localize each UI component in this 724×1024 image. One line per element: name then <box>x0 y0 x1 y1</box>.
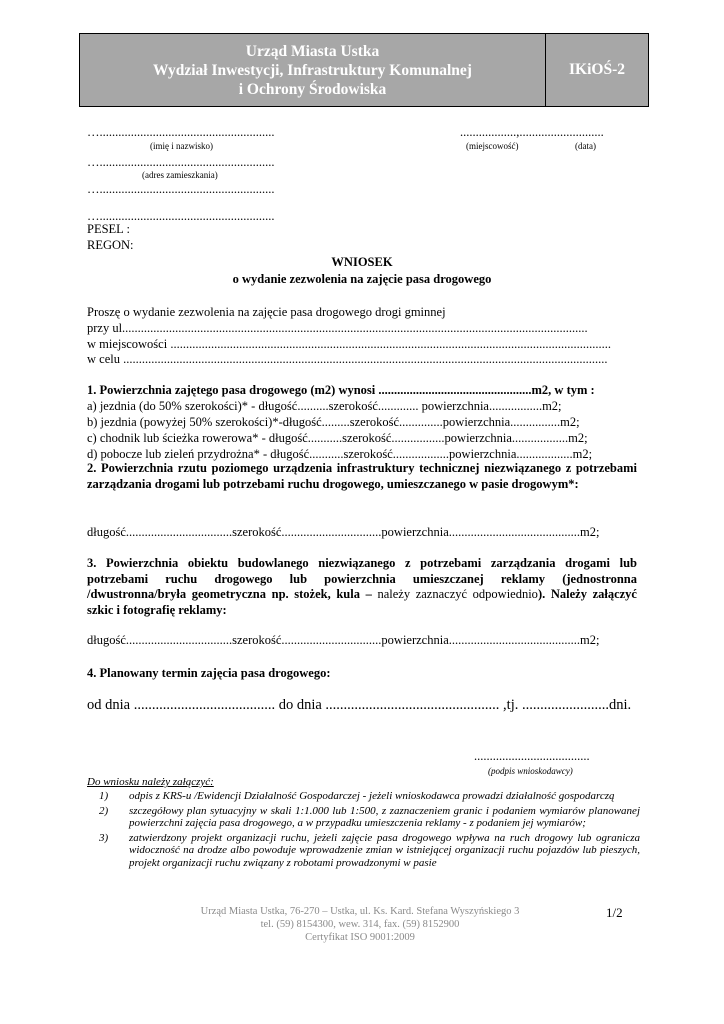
footer-address: Urząd Miasta Ustka, 76-270 – Ustka, ul. Ks. Kard. Stefana Wyszyńskiego 3 <box>200 906 520 917</box>
page-number: 1/2 <box>606 905 623 920</box>
list-item <box>87 790 640 803</box>
section1-d[interactable]: d) pobocze lub zieleń przydrożna* - długość...........szerokość..................powierzchnia..................m2; <box>87 447 593 461</box>
section3-dims[interactable]: długość..................................szerokość................................powierzchnia..........................................m2; <box>87 633 600 647</box>
section1-b[interactable]: b) jezdnia (powyżej 50% szerokości)*-długość.........szerokość..............powierzchnia................m2; <box>87 415 580 429</box>
header-office <box>80 34 546 106</box>
header-line3: i Ochrony Środowiska <box>238 80 387 98</box>
attachments-list <box>87 790 640 870</box>
section2-dims[interactable]: długość..................................szerokość................................powierzchnia..........................................m2; <box>87 525 600 539</box>
header-line1: Urząd Miasta Ustka <box>245 42 380 60</box>
attachments-heading: Do wniosku należy załączyć: <box>87 776 214 788</box>
list-item-text: odpis z KRS-u /Ewidencji Działalność Gospodarczej - jeżeli wnioskodawca prowadzi działalność gospodarczą <box>129 790 615 802</box>
name-label: (imię i nazwisko) <box>150 141 213 151</box>
section1-c[interactable]: c) chodnik lub ścieżka rowerowa* - długość...........szerokość.................powierzchnia..................m2; <box>87 431 588 445</box>
section3-heading-bold: 3. Powierzchnia obiektu budowlanego niezwiązanego z potrzebami zarządzania drogami lub potrzebami ruchu drogowego lub powierzchnia umieszczanej reklamy (jednostronna /dwustronna/bryła geometryczna np. stożek, kula – <box>87 556 637 601</box>
footer-contact: tel. (59) 8154300, wew. 314, fax. (59) 8152900 <box>260 919 460 930</box>
name-field[interactable]: …........................................................ <box>87 125 275 139</box>
footer-certificate: Certyfikat ISO 9001:2009 <box>305 932 415 943</box>
section3-heading-tail: ). Należy załączyć szkic i fotografię reklamy: <box>87 587 637 617</box>
address-line2-field[interactable]: …........................................................ <box>87 182 275 196</box>
list-item-number: 2) <box>99 804 109 817</box>
section3-heading <box>87 556 637 618</box>
address-field[interactable]: …........................................................ <box>87 155 275 169</box>
document-subtitle: o wydanie zezwolenia na zajęcie pasa drogowego <box>232 272 492 286</box>
section1-heading: 1. Powierzchnia zajętego pasa drogowego (m2) wynosi .................................................m2, w tym : <box>87 383 595 397</box>
section1-a[interactable]: a) jezdnia (do 50% szerokości)* - długość..........szerokość............. powierzchnia.................m2; <box>87 399 562 413</box>
place-date-field[interactable]: ..................,........................... <box>460 125 604 139</box>
document-title: WNIOSEK <box>331 255 393 269</box>
purpose-field[interactable]: w celu ........................................................................................................................................................... <box>87 352 608 366</box>
regon-field[interactable]: REGON: <box>87 238 134 252</box>
address-label: (adres zamieszkania) <box>142 170 218 180</box>
section4-heading: 4. Planowany termin zajęcia pasa drogowego: <box>87 666 331 680</box>
town-field[interactable]: w miejscowości ............................................................................................................................................. <box>87 337 611 351</box>
list-item-number: 1) <box>99 790 109 802</box>
list-item-number: 3) <box>99 831 109 844</box>
pesel-field[interactable]: PESEL : <box>87 222 130 236</box>
date-label: (data) <box>575 141 596 151</box>
street-field[interactable]: przy ul..................................................................................................................................................... <box>87 321 588 335</box>
header-line2: Wydział Inwestycji, Infrastruktury Komunalnej <box>153 61 472 79</box>
signature-field[interactable]: ..................................... <box>474 749 590 763</box>
header-box <box>79 33 649 107</box>
section2-heading: 2. Powierzchnia rzutu poziomego urządzenia infrastruktury technicznej niezwiązanego z potrzebami zarządzania drogami lub potrzebami ruchu drogowego, umieszczanego w pasie drogowym*: <box>87 461 637 491</box>
section4-dates[interactable]: od dnia ....................................... do dnia ................................................ ,tj. ........................dni. <box>87 697 632 713</box>
form-code: IKiOŚ-2 <box>569 61 625 78</box>
list-item-text: zatwierdzony projekt organizacji ruchu, jeżeli zajęcie pasa drogowego wpływa na ruch drogowy lub ogranicza widoczność na drodze albo powoduje wprowadzenie zmian w istniejącej organizacji ruchu pojazdów lub pieszych, projekt organizacji ruchu związany z robotami prowadzonymi w pasie <box>129 831 640 869</box>
request-intro: Proszę o wydanie zezwolenia na zajęcie pasa drogowego drogi gminnej <box>87 305 446 319</box>
section3-heading-note: należy zaznaczyć odpowiednio <box>371 587 538 601</box>
list-item <box>87 832 640 870</box>
list-item-text: szczegółowy plan sytuacyjny w skali 1:1.000 lub 1:500, z zaznaczeniem granic i podaniem wymiarów planowanej powierzchni zajęcia pasa drogowego, a w przypadku umieszczenia reklamy - z podaniem jej wymiarów; <box>129 804 640 830</box>
address-line3-field[interactable]: …........................................................ <box>87 209 275 223</box>
place-label: (miejscowość) <box>466 141 519 151</box>
list-item <box>87 805 640 830</box>
signature-label: (podpis wnioskodawcy) <box>488 766 573 776</box>
